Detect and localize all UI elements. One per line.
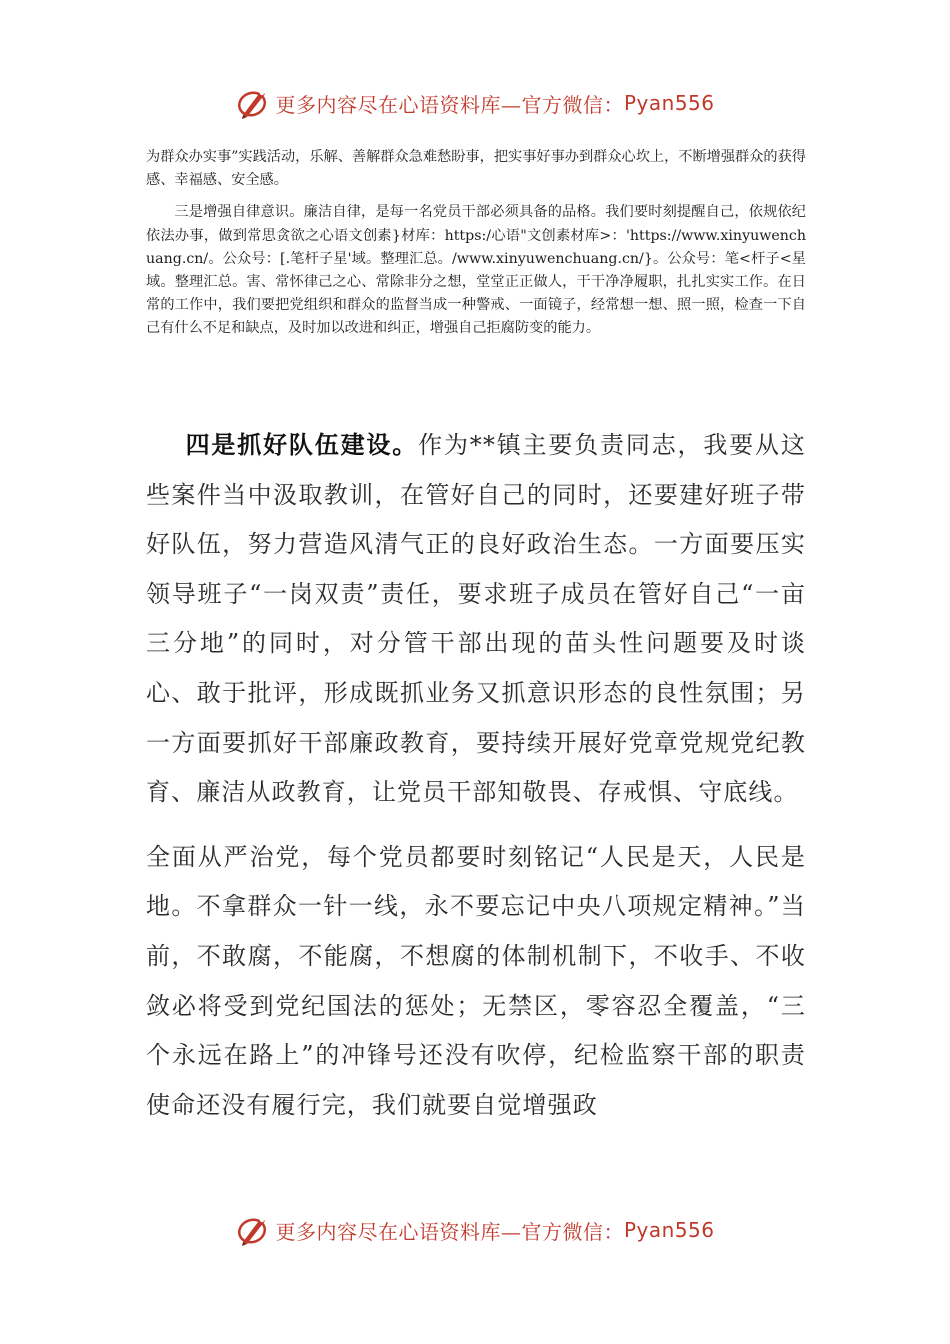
watermark-text: 更多内容尽在心语资料库—官方微信： — [275, 92, 624, 117]
pen-logo-icon — [235, 1212, 271, 1248]
paragraph-self-discipline: 三是增强自律意识。廉洁自律，是每一名党员干部必须具备的品格。我们要时刻提醒自己，依规依纪依法办事，做到常思贪欲之心语文创素}材库：https:/心语"文创素材库>：'https://www.xinyuwenchuang.cn/。公众号：[.笔杆子星'域。整理汇总。/www.xinyuwenchuang.cn/}。公众号：笔<杆子<星域。整理汇总。害、常怀律己之心、常除非分之想，堂堂正正做人，干干净净履职，扎扎实实工作。在日常的工作中，我们要把党组织和群众的监督当成一种警戒、一面镜子，经常想一想、照一照，检查一下自己有什么不足和缺点，及时加以改进和纠正，增强自己拒腐防变的能力。 — [146, 204, 806, 337]
pen-logo-icon — [235, 85, 271, 121]
team-building-body: 作为**镇主要负责同志，我要从这些案件当中汲取教训，在管好自己的同时，还要建好班子带好队伍，努力营造风清气正的良好政治生态。一方面要压实领导班子“一岗双责”责任，要求班子成员在管好自己“一亩三分地”的同时，对分管干部出现的苗头性问题要及时谈心、敢于批评，形成既抓业务又抓意识形态的良性氛围；另一方面要抓好干部廉政教育，要持续开展好党章党规党纪教育、廉洁从政教育，让党员干部知敬畏、存戒惧、守底线。 — [146, 431, 806, 807]
large-text-section — [146, 420, 806, 1130]
paragraph-team-building — [146, 420, 806, 818]
header-watermark — [0, 83, 950, 123]
watermark-wechat-id: Pyan556 — [623, 1218, 715, 1242]
watermark-wechat-id: Pyan556 — [623, 91, 715, 115]
paragraph-strict-governance: 全面从严治党，每个党员都要时刻铭记“人民是天，人民是地。不拿群众一针一线，永不要忘记中央八项规定精神。”当前，不敢腐，不能腐，不想腐的体制机制下，不收手、不收敛必将受到党纪国法的惩处；无禁区，零容忍全覆盖，“三个永远在路上”的冲锋号还没有吹停，纪检监察干部的职责使命还没有履行完，我们就要自觉增强政 — [146, 842, 806, 1119]
watermark-text: 更多内容尽在心语资料库—官方微信： — [275, 1219, 624, 1244]
small-text-section — [146, 146, 806, 341]
paragraph-continuation: 为群众办实事”实践活动，乐解、善解群众急难愁盼事，把实事好事办到群众心坎上，不断增强群众的获得感、幸福感、安全感。 — [146, 149, 806, 189]
footer-watermark — [0, 1210, 950, 1250]
heading-team-building: 四是抓好队伍建设。 — [185, 430, 419, 459]
